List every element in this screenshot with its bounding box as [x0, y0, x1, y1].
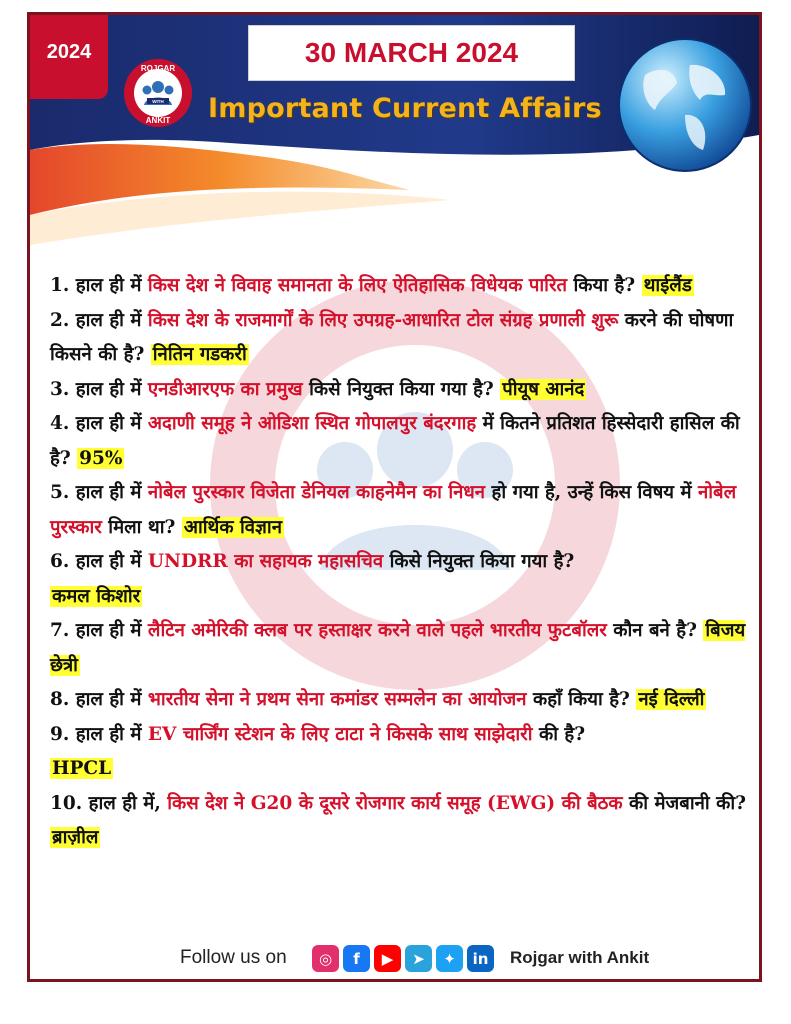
- logo-middle-text: WITH: [152, 99, 164, 104]
- year-badge: 2024: [30, 15, 108, 99]
- question-text: 6. हाल ही में: [50, 551, 148, 572]
- question-item: [50, 373, 748, 408]
- logo-bottom-text: ANKIT: [145, 116, 171, 125]
- question-text: की मेजबानी की?: [622, 792, 746, 814]
- question-highlight-text: अदाणी समूह ने ओडिशा स्थित गोपालपुर बंदरगाह: [147, 413, 477, 434]
- question-text: किसे नियुक्त किया गया है?: [302, 378, 501, 400]
- answer-highlight: HPCL: [52, 758, 112, 779]
- answer-highlight: आर्थिक विज्ञान: [183, 516, 282, 538]
- brand-name: Rojgar with Ankit: [510, 948, 650, 967]
- question-text: 3. हाल ही में: [50, 378, 148, 400]
- question-text: की है?: [532, 723, 586, 745]
- question-text: 8. हाल ही में: [50, 689, 148, 710]
- question-text: 10. हाल ही में,: [50, 792, 168, 814]
- answer-highlight: 95%: [79, 447, 123, 469]
- question-text: हो गया है, उन्हें किस विषय में: [485, 482, 698, 503]
- linkedin-icon[interactable]: in: [467, 945, 494, 972]
- social-icons: [312, 945, 494, 972]
- question-item: [50, 269, 748, 304]
- question-item: [50, 614, 748, 683]
- question-highlight-text: भारतीय सेना ने प्रथम सेना कमांडर सम्मलेन का आयोजन: [147, 689, 527, 710]
- question-text: कौन बने है?: [606, 620, 704, 641]
- answer-highlight: नितिन गडकरी: [152, 344, 247, 365]
- questions-list: [50, 269, 748, 856]
- question-highlight-text: UNDRR का सहायक महासचिव: [147, 551, 384, 572]
- question-highlight-text: नोबेल पुरस्कार: [50, 482, 737, 538]
- answer-highlight: पीयूष आनंद: [502, 378, 585, 400]
- question-text: मिला था?: [101, 516, 182, 538]
- question-highlight-text: नोबेल पुरस्कार विजेता डेनियल काहनेमैन का निधन: [147, 482, 486, 503]
- instagram-icon[interactable]: ◎: [312, 945, 339, 972]
- youtube-icon[interactable]: ▶: [374, 945, 401, 972]
- page-title: Important Current Affairs: [208, 93, 602, 124]
- globe-icon: [615, 35, 755, 175]
- question-text: में कितने प्रतिशत हिस्सेदारी हासिल की है?: [50, 413, 740, 469]
- question-highlight-text: लैटिन अमेरिकी क्लब पर हस्ताक्षर करने वाले पहले भारतीय फुटबॉलर: [147, 620, 607, 641]
- header-banner: [30, 15, 759, 245]
- question-text: किसे नियुक्त किया गया है?: [383, 551, 575, 572]
- answer-highlight: ब्राज़ील: [52, 827, 99, 848]
- question-text: 4. हाल ही में: [50, 413, 148, 434]
- question-item: [50, 304, 748, 373]
- question-item: [50, 476, 748, 545]
- question-item: [50, 683, 748, 718]
- facebook-icon[interactable]: f: [343, 945, 370, 972]
- question-text: कहाँ किया है?: [526, 689, 637, 710]
- question-text: 9. हाल ही में: [50, 723, 148, 745]
- answer-highlight: बिजय छेत्री: [50, 620, 746, 676]
- question-item: [50, 545, 748, 614]
- question-highlight-text: EV चार्जिंग स्टेशन के लिए टाटा ने किसके साथ साझेदारी: [147, 723, 533, 745]
- page-frame: [27, 12, 762, 982]
- question-text: 1. हाल ही में: [50, 275, 148, 296]
- rojgar-logo: [122, 57, 194, 129]
- answer-highlight: नई दिल्ली: [638, 689, 705, 710]
- telegram-icon[interactable]: ➤: [405, 945, 432, 972]
- logo-top-text: ROJGAR: [140, 64, 176, 73]
- question-text: 2. हाल ही में: [50, 309, 148, 331]
- question-highlight-text: किस देश के राजमार्गों के लिए उपग्रह-आधारित टोल संग्रह प्रणाली शुरू: [147, 309, 619, 331]
- question-text: 7. हाल ही में: [50, 620, 148, 641]
- answer-highlight: कमल किशोर: [52, 585, 141, 607]
- question-item: [50, 787, 748, 856]
- question-highlight-text: किस देश ने विवाह समानता के लिए ऐतिहासिक विधेयक पारित: [147, 275, 568, 296]
- footer: [30, 941, 759, 979]
- question-highlight-text: किस देश ने G20 के दूसरे रोजगार कार्य समूह (EWG) की बैठक: [167, 792, 623, 814]
- question-highlight-text: एनडीआरएफ का प्रमुख: [147, 378, 303, 400]
- answer-highlight: थाईलैंड: [643, 275, 692, 296]
- question-text: 5. हाल ही में: [50, 482, 148, 503]
- twitter-icon[interactable]: ✦: [436, 945, 463, 972]
- question-text: किया है?: [567, 275, 642, 296]
- question-item: [50, 718, 748, 787]
- date-label: 30 MARCH 2024: [248, 25, 575, 81]
- question-text: करने की घोषणा किसने की है?: [50, 309, 734, 365]
- question-item: [50, 407, 748, 476]
- follow-label: Follow us on: [180, 947, 287, 968]
